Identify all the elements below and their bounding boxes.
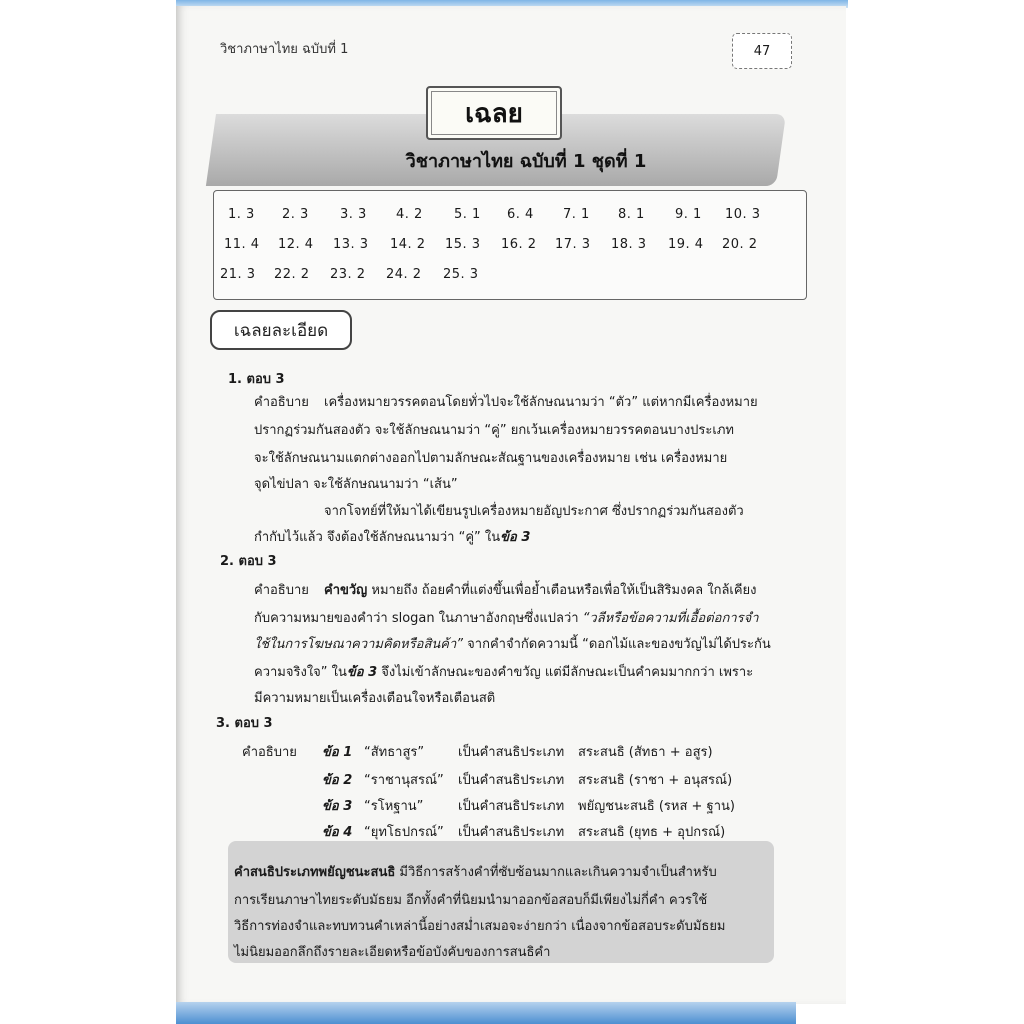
note-line <box>234 861 717 882</box>
answer-item: 7. 1 <box>563 207 590 222</box>
q1-line: จากโจทย์ที่ให้มาได้เขียนรูปเครื่องหมายอัญประกาศ ซึ่งปรากฏร่วมกันสองตัว <box>324 504 744 519</box>
q3-option: ข้อ 1 <box>322 745 353 760</box>
note-line: ไม่นิยมออกลึกถึงรายละเอียดหรือข้อบังคับของการสนธิคำ <box>234 945 551 960</box>
background-left <box>0 0 176 1024</box>
q3-option: ข้อ 4 <box>322 825 353 840</box>
q3-word: “สัทธาสูร” <box>364 745 425 760</box>
q2-line-text: กับความหมายของคำว่า slogan ในภาษาอังกฤษซึ่งแปลว่า <box>254 611 583 626</box>
detail-heading: เฉลยละเอียด <box>210 310 352 350</box>
answer-item: 19. 4 <box>668 237 704 252</box>
answer-item: 21. 3 <box>220 267 256 282</box>
q1-line: ปรากฏร่วมกันสองตัว จะใช้ลักษณนามว่า “คู่” ยกเว้นเครื่องหมายวรรคตอนบางประเภท <box>254 423 734 438</box>
q2-line <box>254 607 759 628</box>
q1-label: คำอธิบาย <box>254 395 309 410</box>
q3-answer: 3. ตอบ 3 <box>216 716 273 731</box>
note-line: วิธีการท่องจำและทบทวนคำเหล่านี้อย่างสม่ำเสมอจะง่ายกว่า เนื่องจากข้อสอบระดับมัธยม <box>234 919 726 934</box>
book-page <box>176 6 846 1004</box>
answer-item: 12. 4 <box>278 237 314 252</box>
q3-type: เป็นคำสนธิประเภท <box>458 773 565 788</box>
q2-line-text: จากคำจำกัดความนี้ “ดอกไม้และของขวัญไม่ได้ประกัน <box>463 637 771 652</box>
q1-line: เครื่องหมายวรรคตอนโดยทั่วไปจะใช้ลักษณนามว่า “ตัว” แต่หากมีเครื่องหมาย <box>324 395 758 410</box>
q2-label: คำอธิบาย <box>254 583 309 598</box>
background-right <box>848 0 1024 1024</box>
note-term: คำสนธิประเภทพยัญชนะสนธิ <box>234 865 396 880</box>
answer-item: 9. 1 <box>675 207 702 222</box>
answer-item: 8. 1 <box>618 207 645 222</box>
q3-label: คำอธิบาย <box>242 745 297 760</box>
q3-kind: สระสนธิ (สัทธา + อสูร) <box>578 745 713 760</box>
q2-line <box>324 579 757 600</box>
answer-item: 16. 2 <box>501 237 537 252</box>
answer-item: 1. 3 <box>228 207 255 222</box>
answer-item: 11. 4 <box>224 237 260 252</box>
q1-line: จุดไข่ปลา จะใช้ลักษณนามว่า “เส้น” <box>254 477 458 492</box>
page-title: เฉลย <box>426 86 562 140</box>
q3-kind: สระสนธิ (ยุทธ + อุปกรณ์) <box>578 825 726 840</box>
note-line-text: มีวิธีการสร้างคำที่ซับซ้อนมากและเกินความจำเป็นสำหรับ <box>395 865 717 880</box>
q2-term: คำขวัญ <box>324 583 368 598</box>
note-box <box>228 841 774 963</box>
q2-line-text: หมายถึง ถ้อยคำที่แต่งขึ้นเพื่อย้ำเตือนหรือเพื่อให้เป็นสิริมงคล ใกล้เคียง <box>367 583 757 598</box>
q1-line-text: กำกับไว้แล้ว จึงต้องใช้ลักษณนามว่า “คู่” ใน <box>254 530 501 545</box>
q2-line <box>254 633 771 654</box>
q3-word: “รโหฐาน” <box>364 799 424 814</box>
answer-item: 4. 2 <box>396 207 423 222</box>
q2-line <box>254 661 753 682</box>
answer-item: 17. 3 <box>555 237 591 252</box>
q2-line-emph: ข้อ 3 <box>346 665 378 680</box>
q1-answer: 1. ตอบ 3 <box>228 372 285 387</box>
q2-line-text: ความจริงใจ” ใน <box>254 665 347 680</box>
answer-item: 10. 3 <box>725 207 761 222</box>
answer-item: 13. 3 <box>333 237 369 252</box>
q3-word: “ราชานุสรณ์” <box>364 773 444 788</box>
answer-item: 6. 4 <box>507 207 534 222</box>
q2-line-text: จึงไม่เข้าลักษณะของคำขวัญ แต่มีลักษณะเป็นคำคมมากกว่า เพราะ <box>377 665 754 680</box>
answer-item: 25. 3 <box>443 267 479 282</box>
answer-item: 20. 2 <box>722 237 758 252</box>
q3-word: “ยุทโธปกรณ์” <box>364 825 444 840</box>
q2-answer: 2. ตอบ 3 <box>220 554 277 569</box>
running-head: วิชาภาษาไทย ฉบับที่ 1 <box>220 42 349 57</box>
q1-line <box>254 526 530 547</box>
answer-key-grid <box>213 190 807 300</box>
answer-item: 18. 3 <box>611 237 647 252</box>
q1-line-emph: ข้อ 3 <box>500 530 531 545</box>
q2-line-italic: “วลีหรือข้อความที่เอื้อต่อการจำ <box>582 611 759 626</box>
q1-line: จะใช้ลักษณนามแตกต่างออกไปตามลักษณะสัณฐานของเครื่องหมาย เช่น เครื่องหมาย <box>254 451 728 466</box>
q3-type: เป็นคำสนธิประเภท <box>458 745 565 760</box>
answer-item: 24. 2 <box>386 267 422 282</box>
q3-type: เป็นคำสนธิประเภท <box>458 825 565 840</box>
answer-item: 23. 2 <box>330 267 366 282</box>
answer-item: 2. 3 <box>282 207 309 222</box>
answer-item: 22. 2 <box>274 267 310 282</box>
answer-item: 3. 3 <box>340 207 367 222</box>
answer-item: 14. 2 <box>390 237 426 252</box>
q2-line: มีความหมายเป็นเครื่องเตือนใจหรือเตือนสติ <box>254 691 496 706</box>
q3-kind: สระสนธิ (ราชา + อนุสรณ์) <box>578 773 733 788</box>
q3-option: ข้อ 3 <box>322 799 353 814</box>
answer-item: 5. 1 <box>454 207 481 222</box>
q3-option: ข้อ 2 <box>322 773 353 788</box>
background-bottom-strip <box>176 1002 796 1024</box>
answer-item: 15. 3 <box>445 237 481 252</box>
q3-type: เป็นคำสนธิประเภท <box>458 799 565 814</box>
q2-line-italic: ใช้ในการโฆษณาความคิดหรือสินค้า” <box>254 637 464 652</box>
page-subtitle: วิชาภาษาไทย ฉบับที่ 1 ชุดที่ 1 <box>405 151 647 172</box>
q3-kind: พยัญชนะสนธิ (รหส + ฐาน) <box>578 799 735 814</box>
note-line: การเรียนภาษาไทยระดับมัธยม อีกทั้งคำที่นิยมนำมาออกข้อสอบก็มีเพียงไม่กี่คำ ควรใช้ <box>234 893 708 908</box>
page-number: 47 <box>732 33 792 69</box>
